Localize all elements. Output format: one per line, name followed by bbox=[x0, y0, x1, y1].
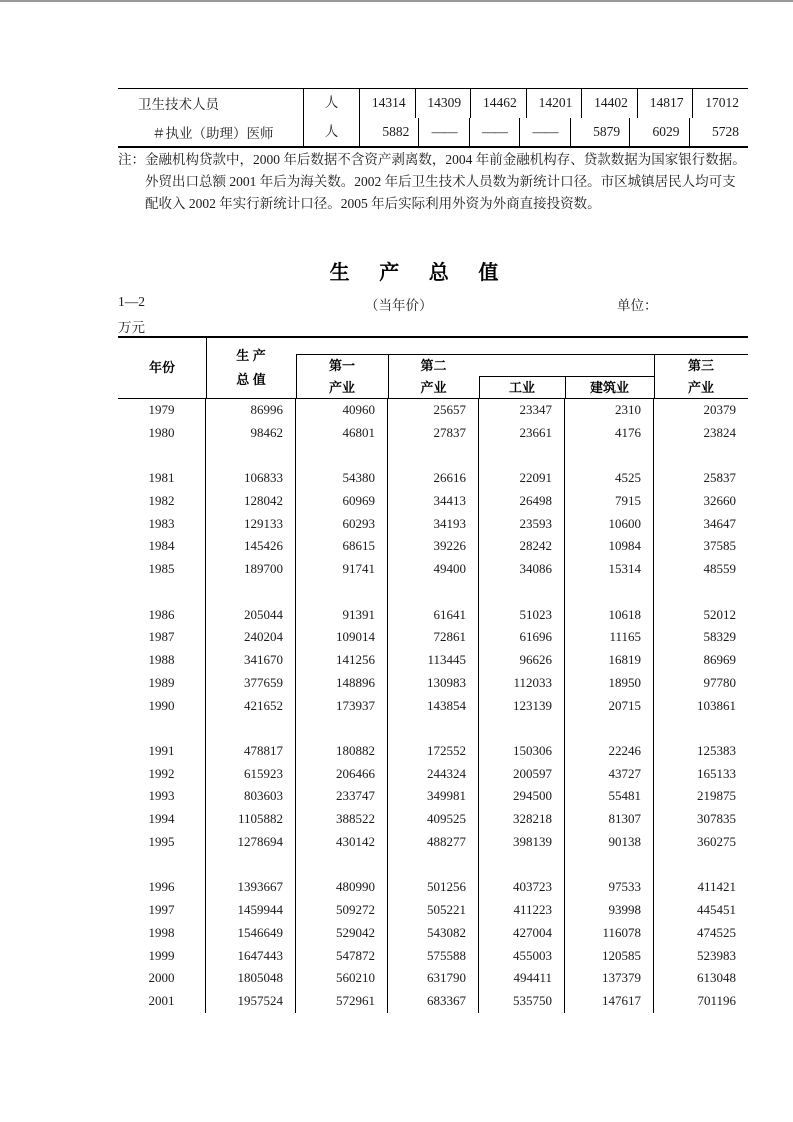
gdp-table bbox=[118, 336, 748, 1013]
table-row bbox=[118, 399, 748, 422]
primary-cell: 141256 bbox=[296, 649, 388, 672]
primary-cell: 40960 bbox=[296, 399, 388, 422]
tertiary-cell: 97780 bbox=[703, 674, 736, 690]
industry-cell: 328218 bbox=[479, 808, 565, 831]
table-row bbox=[118, 89, 748, 118]
gdp-cell: 240204 bbox=[206, 626, 296, 649]
value-cell: 14817 bbox=[638, 89, 694, 118]
industry-cell: 96626 bbox=[479, 649, 565, 672]
primary-cell: 572961 bbox=[296, 990, 388, 1013]
spacer-cell bbox=[296, 854, 388, 877]
table-row bbox=[118, 808, 748, 831]
unit-label: 单位： bbox=[617, 298, 658, 313]
construction-cell: 11165 bbox=[565, 626, 654, 649]
primary-cell: 60969 bbox=[296, 490, 388, 513]
note-line bbox=[118, 149, 758, 171]
year-cell: 1984 bbox=[118, 535, 206, 558]
construction-cell: 10600 bbox=[565, 513, 654, 536]
spacer-cell bbox=[296, 581, 388, 604]
spacer-row bbox=[118, 444, 748, 467]
secondary-cell: 27837 bbox=[388, 422, 479, 445]
col-header-tertiary-line1: 第三 bbox=[687, 358, 714, 373]
spacer-cell bbox=[654, 717, 748, 740]
tertiary-cell: 34647 bbox=[703, 515, 736, 531]
spacer-cell bbox=[206, 717, 296, 740]
year-cell: 2001 bbox=[118, 990, 206, 1013]
gdp-cell: 1647443 bbox=[206, 945, 296, 968]
col-header-gdp bbox=[206, 344, 296, 392]
unit-cell: 人 bbox=[304, 118, 360, 147]
construction-cell: 22246 bbox=[565, 740, 654, 763]
primary-cell: 560210 bbox=[296, 967, 388, 990]
tertiary-cell: 701196 bbox=[697, 993, 736, 1009]
construction-cell: 120585 bbox=[565, 945, 654, 968]
construction-cell: 16819 bbox=[565, 649, 654, 672]
construction-cell: 90138 bbox=[565, 831, 654, 854]
tertiary-cell: 125383 bbox=[697, 743, 736, 759]
gdp-cell: 1459944 bbox=[206, 899, 296, 922]
primary-cell: 206466 bbox=[296, 763, 388, 786]
value-cell: 14314 bbox=[360, 89, 416, 118]
tertiary-cell: 52012 bbox=[703, 606, 736, 622]
secondary-cell: 488277 bbox=[388, 831, 479, 854]
construction-cell: 4525 bbox=[565, 467, 654, 490]
spacer-cell bbox=[654, 444, 748, 467]
industry-cell: 26498 bbox=[479, 490, 565, 513]
industry-cell: 23593 bbox=[479, 513, 565, 536]
value-cell: 17012 bbox=[705, 95, 740, 110]
secondary-cell: 26616 bbox=[388, 467, 479, 490]
industry-cell: 123139 bbox=[479, 695, 565, 718]
secondary-cell: 34413 bbox=[388, 490, 479, 513]
spacer-cell bbox=[654, 581, 748, 604]
primary-cell: 60293 bbox=[296, 513, 388, 536]
tertiary-cell: 523983 bbox=[697, 947, 736, 963]
value-cell: 5882 bbox=[360, 118, 419, 147]
table-row bbox=[118, 558, 748, 581]
construction-cell: 116078 bbox=[565, 922, 654, 945]
year-cell: 1999 bbox=[118, 945, 206, 968]
industry-cell: 200597 bbox=[479, 763, 565, 786]
year-cell: 1998 bbox=[118, 922, 206, 945]
primary-cell: 233747 bbox=[296, 785, 388, 808]
primary-cell: 529042 bbox=[296, 922, 388, 945]
year-cell: 1980 bbox=[118, 422, 206, 445]
spacer-cell bbox=[479, 444, 565, 467]
gdp-cell: 421652 bbox=[206, 695, 296, 718]
primary-cell: 46801 bbox=[296, 422, 388, 445]
industry-cell: 411223 bbox=[479, 899, 565, 922]
tertiary-cell: 25837 bbox=[703, 470, 736, 486]
year-cell: 1985 bbox=[118, 558, 206, 581]
table-row bbox=[118, 763, 748, 786]
table-notes bbox=[118, 149, 758, 215]
tertiary-cell: 474525 bbox=[697, 924, 736, 940]
gdp-cell: 615923 bbox=[206, 763, 296, 786]
secondary-cell: 72861 bbox=[388, 626, 479, 649]
spacer-cell bbox=[565, 854, 654, 877]
year-cell: 1991 bbox=[118, 740, 206, 763]
price-basis-label: （当年价） bbox=[365, 298, 433, 313]
construction-cell: 18950 bbox=[565, 672, 654, 695]
table-row bbox=[118, 535, 748, 558]
industry-cell: 535750 bbox=[479, 990, 565, 1013]
secondary-cell: 505221 bbox=[388, 899, 479, 922]
year-cell: 1986 bbox=[118, 604, 206, 627]
spacer-cell bbox=[296, 717, 388, 740]
gdp-cell: 1546649 bbox=[206, 922, 296, 945]
unit-cell: 人 bbox=[304, 89, 360, 118]
year-cell: 1990 bbox=[118, 695, 206, 718]
industry-cell: 112033 bbox=[479, 672, 565, 695]
value-cell: —— bbox=[419, 118, 469, 147]
construction-cell: 81307 bbox=[565, 808, 654, 831]
industry-cell: 34086 bbox=[479, 558, 565, 581]
primary-cell: 509272 bbox=[296, 899, 388, 922]
secondary-cell: 130983 bbox=[388, 672, 479, 695]
gdp-cell: 478817 bbox=[206, 740, 296, 763]
table-row bbox=[118, 967, 748, 990]
construction-cell: 147617 bbox=[565, 990, 654, 1013]
col-header-gdp-line2: 总 值 bbox=[236, 372, 266, 387]
gdp-cell: 377659 bbox=[206, 672, 296, 695]
gdp-cell: 129133 bbox=[206, 513, 296, 536]
page-title: 生 产 总 值 bbox=[329, 262, 511, 284]
table-row bbox=[118, 831, 748, 854]
gdp-cell: 341670 bbox=[206, 649, 296, 672]
value-cell: 14402 bbox=[582, 89, 638, 118]
tertiary-cell: 32660 bbox=[703, 492, 736, 508]
tertiary-cell: 219875 bbox=[697, 788, 736, 804]
col-header-industry: 工业 bbox=[508, 380, 535, 395]
industry-cell: 294500 bbox=[479, 785, 565, 808]
construction-cell: 10618 bbox=[565, 604, 654, 627]
primary-cell: 180882 bbox=[296, 740, 388, 763]
spacer-cell bbox=[479, 717, 565, 740]
gdp-cell: 86996 bbox=[206, 399, 296, 422]
health-personnel-table bbox=[118, 88, 748, 148]
construction-cell: 93998 bbox=[565, 899, 654, 922]
note-text: 金融机构贷款中，2000 年后数据不含资产剥离数，2004 年前金融机构存、贷款数据为国家银行数据。 bbox=[145, 152, 746, 167]
construction-cell: 20715 bbox=[565, 695, 654, 718]
spacer-row bbox=[118, 717, 748, 740]
secondary-cell: 409525 bbox=[388, 808, 479, 831]
tertiary-cell: 48559 bbox=[703, 561, 736, 577]
gdp-cell: 1278694 bbox=[206, 831, 296, 854]
construction-cell: 97533 bbox=[565, 876, 654, 899]
primary-cell: 68615 bbox=[296, 535, 388, 558]
gdp-cell: 803603 bbox=[206, 785, 296, 808]
year-cell: 1981 bbox=[118, 467, 206, 490]
industry-cell: 398139 bbox=[479, 831, 565, 854]
table-row bbox=[118, 649, 748, 672]
secondary-cell: 25657 bbox=[388, 399, 479, 422]
secondary-cell: 34193 bbox=[388, 513, 479, 536]
secondary-cell: 543082 bbox=[388, 922, 479, 945]
spacer-cell bbox=[388, 444, 479, 467]
table-row bbox=[118, 945, 748, 968]
construction-cell: 55481 bbox=[565, 785, 654, 808]
primary-cell: 480990 bbox=[296, 876, 388, 899]
secondary-cell: 631790 bbox=[388, 967, 479, 990]
value-cell: 6029 bbox=[630, 118, 689, 147]
spacer-cell bbox=[118, 444, 206, 467]
primary-cell: 109014 bbox=[296, 626, 388, 649]
year-cell: 1983 bbox=[118, 513, 206, 536]
year-cell: 1994 bbox=[118, 808, 206, 831]
secondary-cell: 575588 bbox=[388, 945, 479, 968]
year-cell: 1992 bbox=[118, 763, 206, 786]
year-cell: 1996 bbox=[118, 876, 206, 899]
year-cell: 1979 bbox=[118, 399, 206, 422]
spacer-cell bbox=[654, 854, 748, 877]
tertiary-cell: 613048 bbox=[697, 970, 736, 986]
page-edge-line bbox=[0, 0, 793, 2]
gdp-cell: 128042 bbox=[206, 490, 296, 513]
note-prefix: 注： bbox=[118, 152, 145, 167]
gdp-cell: 1105882 bbox=[206, 808, 296, 831]
spacer-cell bbox=[479, 854, 565, 877]
industry-cell: 61696 bbox=[479, 626, 565, 649]
note-line: 外贸出口总额 2001 年后为海关数。2002 年后卫生技术人员数为新统计口径。市区城镇居民人均可支 bbox=[145, 174, 736, 189]
industry-cell: 23661 bbox=[479, 422, 565, 445]
col-header-primary-line2: 产业 bbox=[328, 380, 355, 395]
table-row bbox=[118, 922, 748, 945]
tertiary-cell: 307835 bbox=[697, 811, 736, 827]
construction-cell: 137379 bbox=[565, 967, 654, 990]
gdp-cell: 145426 bbox=[206, 535, 296, 558]
spacer-cell bbox=[206, 854, 296, 877]
primary-cell: 148896 bbox=[296, 672, 388, 695]
table-row bbox=[118, 990, 748, 1013]
spacer-cell bbox=[388, 717, 479, 740]
gdp-cell: 189700 bbox=[206, 558, 296, 581]
spacer-cell bbox=[118, 854, 206, 877]
table-row bbox=[118, 740, 748, 763]
col-header-gdp-line1: 生 产 bbox=[236, 348, 266, 363]
gdp-cell: 106833 bbox=[206, 467, 296, 490]
industry-cell: 494411 bbox=[479, 967, 565, 990]
year-cell: 1997 bbox=[118, 899, 206, 922]
spacer-cell bbox=[479, 581, 565, 604]
secondary-cell: 349981 bbox=[388, 785, 479, 808]
construction-cell: 7915 bbox=[565, 490, 654, 513]
industry-cell: 22091 bbox=[479, 467, 565, 490]
secondary-cell: 61641 bbox=[388, 604, 479, 627]
primary-cell: 388522 bbox=[296, 808, 388, 831]
year-cell: 2000 bbox=[118, 967, 206, 990]
spacer-cell bbox=[118, 581, 206, 604]
value-cell: 5879 bbox=[571, 118, 630, 147]
spacer-row bbox=[118, 581, 748, 604]
table-row bbox=[118, 467, 748, 490]
construction-cell: 10984 bbox=[565, 535, 654, 558]
year-cell: 1988 bbox=[118, 649, 206, 672]
value-cell: —— bbox=[470, 118, 520, 147]
spacer-cell bbox=[296, 444, 388, 467]
gdp-cell: 1805048 bbox=[206, 967, 296, 990]
industry-cell: 455003 bbox=[479, 945, 565, 968]
secondary-cell: 113445 bbox=[388, 649, 479, 672]
value-cell: 14309 bbox=[416, 89, 472, 118]
construction-cell: 4176 bbox=[565, 422, 654, 445]
col-header-secondary-line1: 第二 bbox=[420, 358, 447, 373]
tertiary-cell: 86969 bbox=[703, 652, 736, 668]
tertiary-cell: 37585 bbox=[703, 538, 736, 554]
secondary-cell: 143854 bbox=[388, 695, 479, 718]
spacer-cell bbox=[206, 444, 296, 467]
value-cell: 14201 bbox=[527, 89, 583, 118]
construction-cell: 43727 bbox=[565, 763, 654, 786]
table-row bbox=[118, 513, 748, 536]
table-row bbox=[118, 118, 748, 147]
gdp-cell: 1957524 bbox=[206, 990, 296, 1013]
tertiary-cell: 20379 bbox=[703, 402, 736, 417]
primary-cell: 54380 bbox=[296, 467, 388, 490]
primary-cell: 173937 bbox=[296, 695, 388, 718]
primary-cell: 91741 bbox=[296, 558, 388, 581]
tertiary-cell: 23824 bbox=[703, 424, 736, 440]
secondary-cell: 501256 bbox=[388, 876, 479, 899]
value-cell: 5728 bbox=[711, 123, 739, 139]
primary-cell: 430142 bbox=[296, 831, 388, 854]
tertiary-cell: 445451 bbox=[697, 902, 736, 918]
col-header-primary-line1: 第一 bbox=[328, 358, 355, 373]
spacer-cell bbox=[388, 581, 479, 604]
primary-cell: 91391 bbox=[296, 604, 388, 627]
row-label: ＃执业（助理）医师 bbox=[118, 118, 304, 147]
secondary-cell: 683367 bbox=[388, 990, 479, 1013]
secondary-cell: 244324 bbox=[388, 763, 479, 786]
industry-cell: 403723 bbox=[479, 876, 565, 899]
gdp-cell: 98462 bbox=[206, 422, 296, 445]
table-row bbox=[118, 626, 748, 649]
col-header-year: 年份 bbox=[148, 360, 175, 375]
industry-cell: 51023 bbox=[479, 604, 565, 627]
secondary-cell: 49400 bbox=[388, 558, 479, 581]
col-header-tertiary-line2: 产业 bbox=[687, 380, 714, 395]
secondary-cell: 172552 bbox=[388, 740, 479, 763]
tertiary-cell: 411421 bbox=[697, 879, 736, 895]
primary-cell: 547872 bbox=[296, 945, 388, 968]
table-row bbox=[118, 876, 748, 899]
construction-cell: 2310 bbox=[565, 399, 654, 422]
table-row bbox=[118, 490, 748, 513]
spacer-cell bbox=[206, 581, 296, 604]
secondary-cell: 39226 bbox=[388, 535, 479, 558]
spacer-cell bbox=[388, 854, 479, 877]
spacer-cell bbox=[565, 444, 654, 467]
spacer-row bbox=[118, 854, 748, 877]
col-header-secondary-line2: 产业 bbox=[420, 380, 447, 395]
industry-cell: 28242 bbox=[479, 535, 565, 558]
year-cell: 1995 bbox=[118, 831, 206, 854]
table-number: 1—2 bbox=[118, 294, 145, 309]
industry-cell: 23347 bbox=[479, 399, 565, 422]
gdp-table-header bbox=[118, 336, 748, 399]
table-row bbox=[118, 422, 748, 445]
spacer-cell bbox=[565, 717, 654, 740]
year-cell: 1982 bbox=[118, 490, 206, 513]
tertiary-cell: 360275 bbox=[697, 833, 736, 849]
gdp-cell: 1393667 bbox=[206, 876, 296, 899]
spacer-cell bbox=[118, 717, 206, 740]
row-label: 卫生技术人员 bbox=[118, 89, 304, 118]
gdp-cell: 205044 bbox=[206, 604, 296, 627]
col-header-construction: 建筑业 bbox=[589, 380, 629, 395]
tertiary-cell: 165133 bbox=[697, 765, 736, 781]
industry-cell: 427004 bbox=[479, 922, 565, 945]
table-row bbox=[118, 695, 748, 718]
value-cell: 14462 bbox=[471, 89, 527, 118]
industry-cell: 150306 bbox=[479, 740, 565, 763]
table-row bbox=[118, 785, 748, 808]
year-cell: 1989 bbox=[118, 672, 206, 695]
table-row bbox=[118, 899, 748, 922]
spacer-cell bbox=[565, 581, 654, 604]
gdp-table-body bbox=[118, 399, 748, 1013]
tertiary-cell: 103861 bbox=[697, 697, 736, 713]
value-cell: —— bbox=[520, 118, 570, 147]
construction-cell: 15314 bbox=[565, 558, 654, 581]
year-cell: 1993 bbox=[118, 785, 206, 808]
year-cell: 1987 bbox=[118, 626, 206, 649]
unit-value: 万元 bbox=[118, 320, 145, 335]
note-line: 配收入 2002 年实行新统计口径。2005 年后实际利用外资为外商直接投资数。 bbox=[145, 196, 601, 211]
tertiary-cell: 58329 bbox=[703, 629, 736, 645]
table-row bbox=[118, 672, 748, 695]
table-row bbox=[118, 604, 748, 627]
